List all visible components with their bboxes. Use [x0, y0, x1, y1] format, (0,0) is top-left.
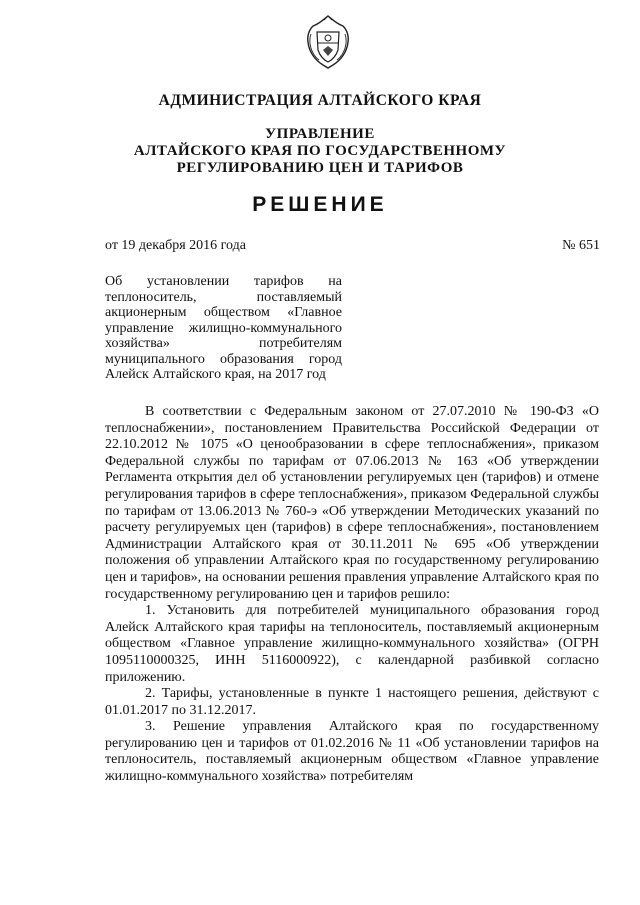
document-subject: Об установлении тарифов на теплоноситель, поставляемый акционерным обществом «Главное управление жилищно-коммунального хозяйства» потребителям муниципального образования город Алейск Алтайского края, на 2017 год	[105, 274, 342, 382]
document-number: № 651	[562, 238, 600, 253]
department-heading	[0, 126, 640, 177]
document-title: РЕШЕНИЕ	[252, 193, 388, 216]
item-1-paragraph: 1. Установить для потребителей муниципального образования город Алейск Алтайского края тарифы на теплоноситель, поставляемый акционерным обществом «Главное управление жилищно-коммунального хозяйства» (ОГРН 1095110000325, ИНН 5116000922), с календарной разбивкой согласно приложению.	[105, 603, 599, 685]
administration-heading: АДМИНИСТРАЦИЯ АЛТАЙСКОГО КРАЯ	[158, 92, 482, 109]
department-line-3: РЕГУЛИРОВАНИЮ ЦЕН И ТАРИФОВ	[176, 160, 464, 176]
department-line-2: АЛТАЙСКОГО КРАЯ ПО ГОСУДАРСТВЕННОМУ	[133, 143, 507, 159]
department-line-1: УПРАВЛЕНИЕ	[265, 126, 375, 142]
coat-of-arms-icon	[303, 14, 353, 70]
document-date: от 19 декабря 2016 года	[105, 238, 246, 253]
document-body	[105, 404, 599, 786]
item-2-paragraph: 2. Тарифы, установленные в пункте 1 настоящего решения, действуют с 01.01.2017 по 31.12.2017.	[105, 686, 599, 718]
preamble-paragraph: В соответствии с Федеральным законом от 27.07.2010 № 190-ФЗ «О теплоснабжении», постановлением Правительства Российской Федерации от 22.10.2012 № 1075 «О ценообразовании в сфере теплоснабжения», приказом Федеральной службы по тарифам от 07.06.2013 № 163 «Об утверждении Регламента открытия дел об установлении регулируемых цен (тарифов) и отмене регулирования тарифов в сфере теплоснабжения», приказом Федеральной службы по тарифам от 13.06.2013 № 760-э «Об утверждении Методических указаний по расчету регулируемых цен (тарифов) в сфере теплоснабжения», постановлением Администрации Алтайского края от 30.11.2011 № 695 «Об утверждении положения об управлении Алтайского края по государственному регулированию цен и тарифов», на основании решения правления управление Алтайского края по государственному регулированию цен и тарифов решило:	[105, 404, 599, 602]
item-3-paragraph: 3. Решение управления Алтайского края по государственному регулированию цен и тарифов от 01.02.2016 № 11 «Об установлении тарифов на теплоноситель, поставляемый акционерным обществом «Главное управление жилищно-коммунального хозяйства» потребителям	[105, 719, 599, 785]
